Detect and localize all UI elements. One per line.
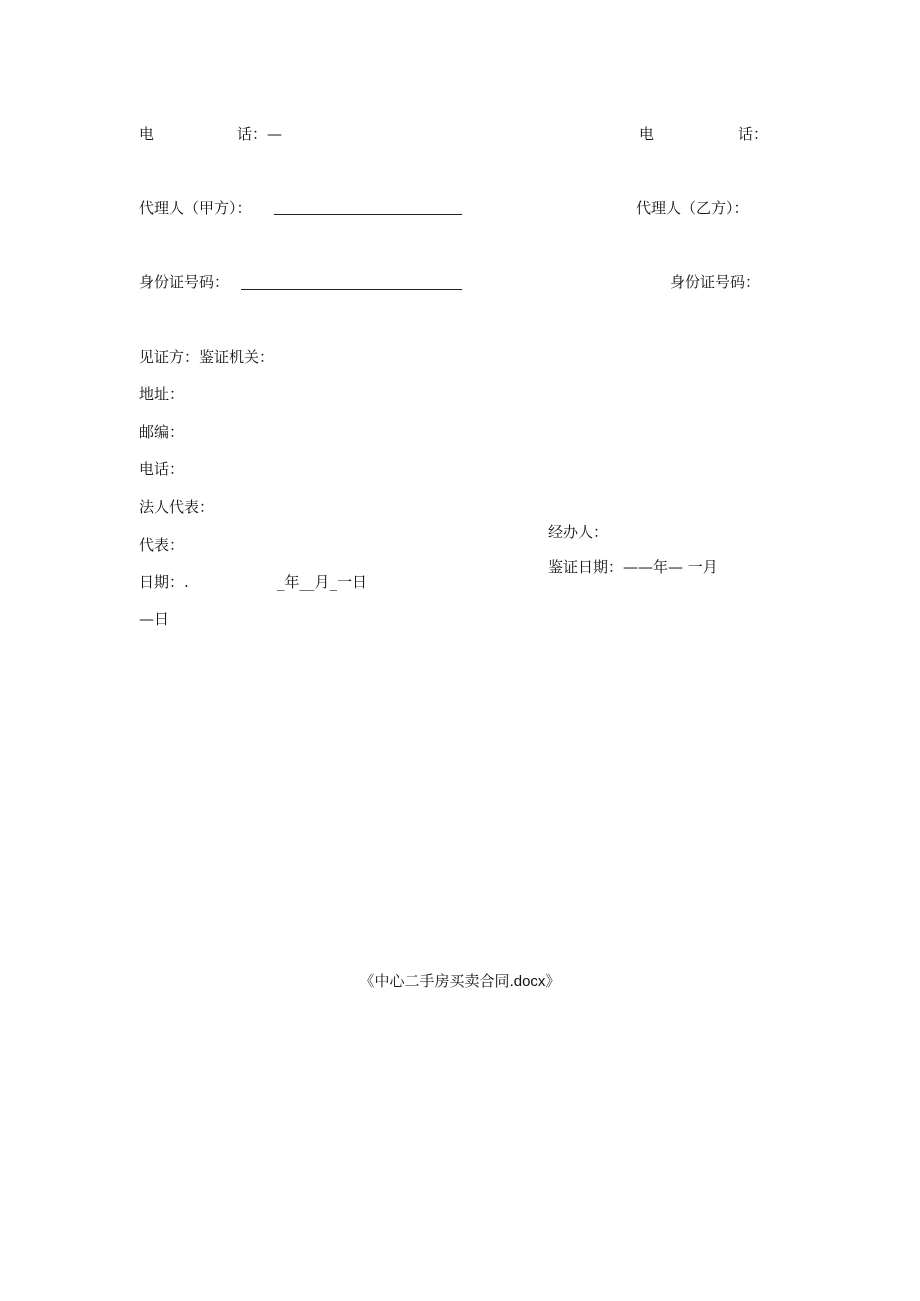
witness-phone: 电话： [139, 460, 185, 478]
witness-title: 见证方：鉴证机关： [139, 348, 275, 366]
witness-date-label: 日期：. [139, 573, 189, 591]
footer-extension: .docx [509, 973, 546, 990]
party-b-id-label: 身份证号码： [670, 273, 761, 291]
party-a-phone-char1: 电 [139, 125, 155, 143]
witness-postcode: 邮编： [139, 423, 185, 441]
witness-address: 地址： [139, 385, 185, 403]
footer-title: 《中心二手房买卖合同 [359, 972, 510, 990]
party-b-agent-label: 代理人（乙方）： [636, 199, 749, 217]
witness-date-blanks: _年__月_一日 [277, 573, 368, 591]
party-a-id-label: 身份证号码： [139, 273, 230, 291]
verify-date: 鉴证日期：——年— 一月 [548, 558, 718, 576]
witness-legal-rep: 法人代表： [139, 498, 215, 516]
party-a-id-underline [241, 289, 462, 290]
witness-date-tail: —日 [139, 610, 170, 628]
party-b-phone-char1: 电 [639, 125, 655, 143]
party-a-agent-label: 代理人（甲方）： [139, 199, 252, 217]
party-a-phone-char2: 话：— [237, 125, 283, 143]
party-a-agent-underline [274, 214, 462, 215]
witness-representative: 代表： [139, 536, 185, 554]
footer-close-bracket: 》 [545, 972, 561, 990]
document-footer [0, 971, 920, 992]
party-b-phone-char2: 话： [738, 125, 769, 143]
handler-label: 经办人： [548, 523, 609, 541]
